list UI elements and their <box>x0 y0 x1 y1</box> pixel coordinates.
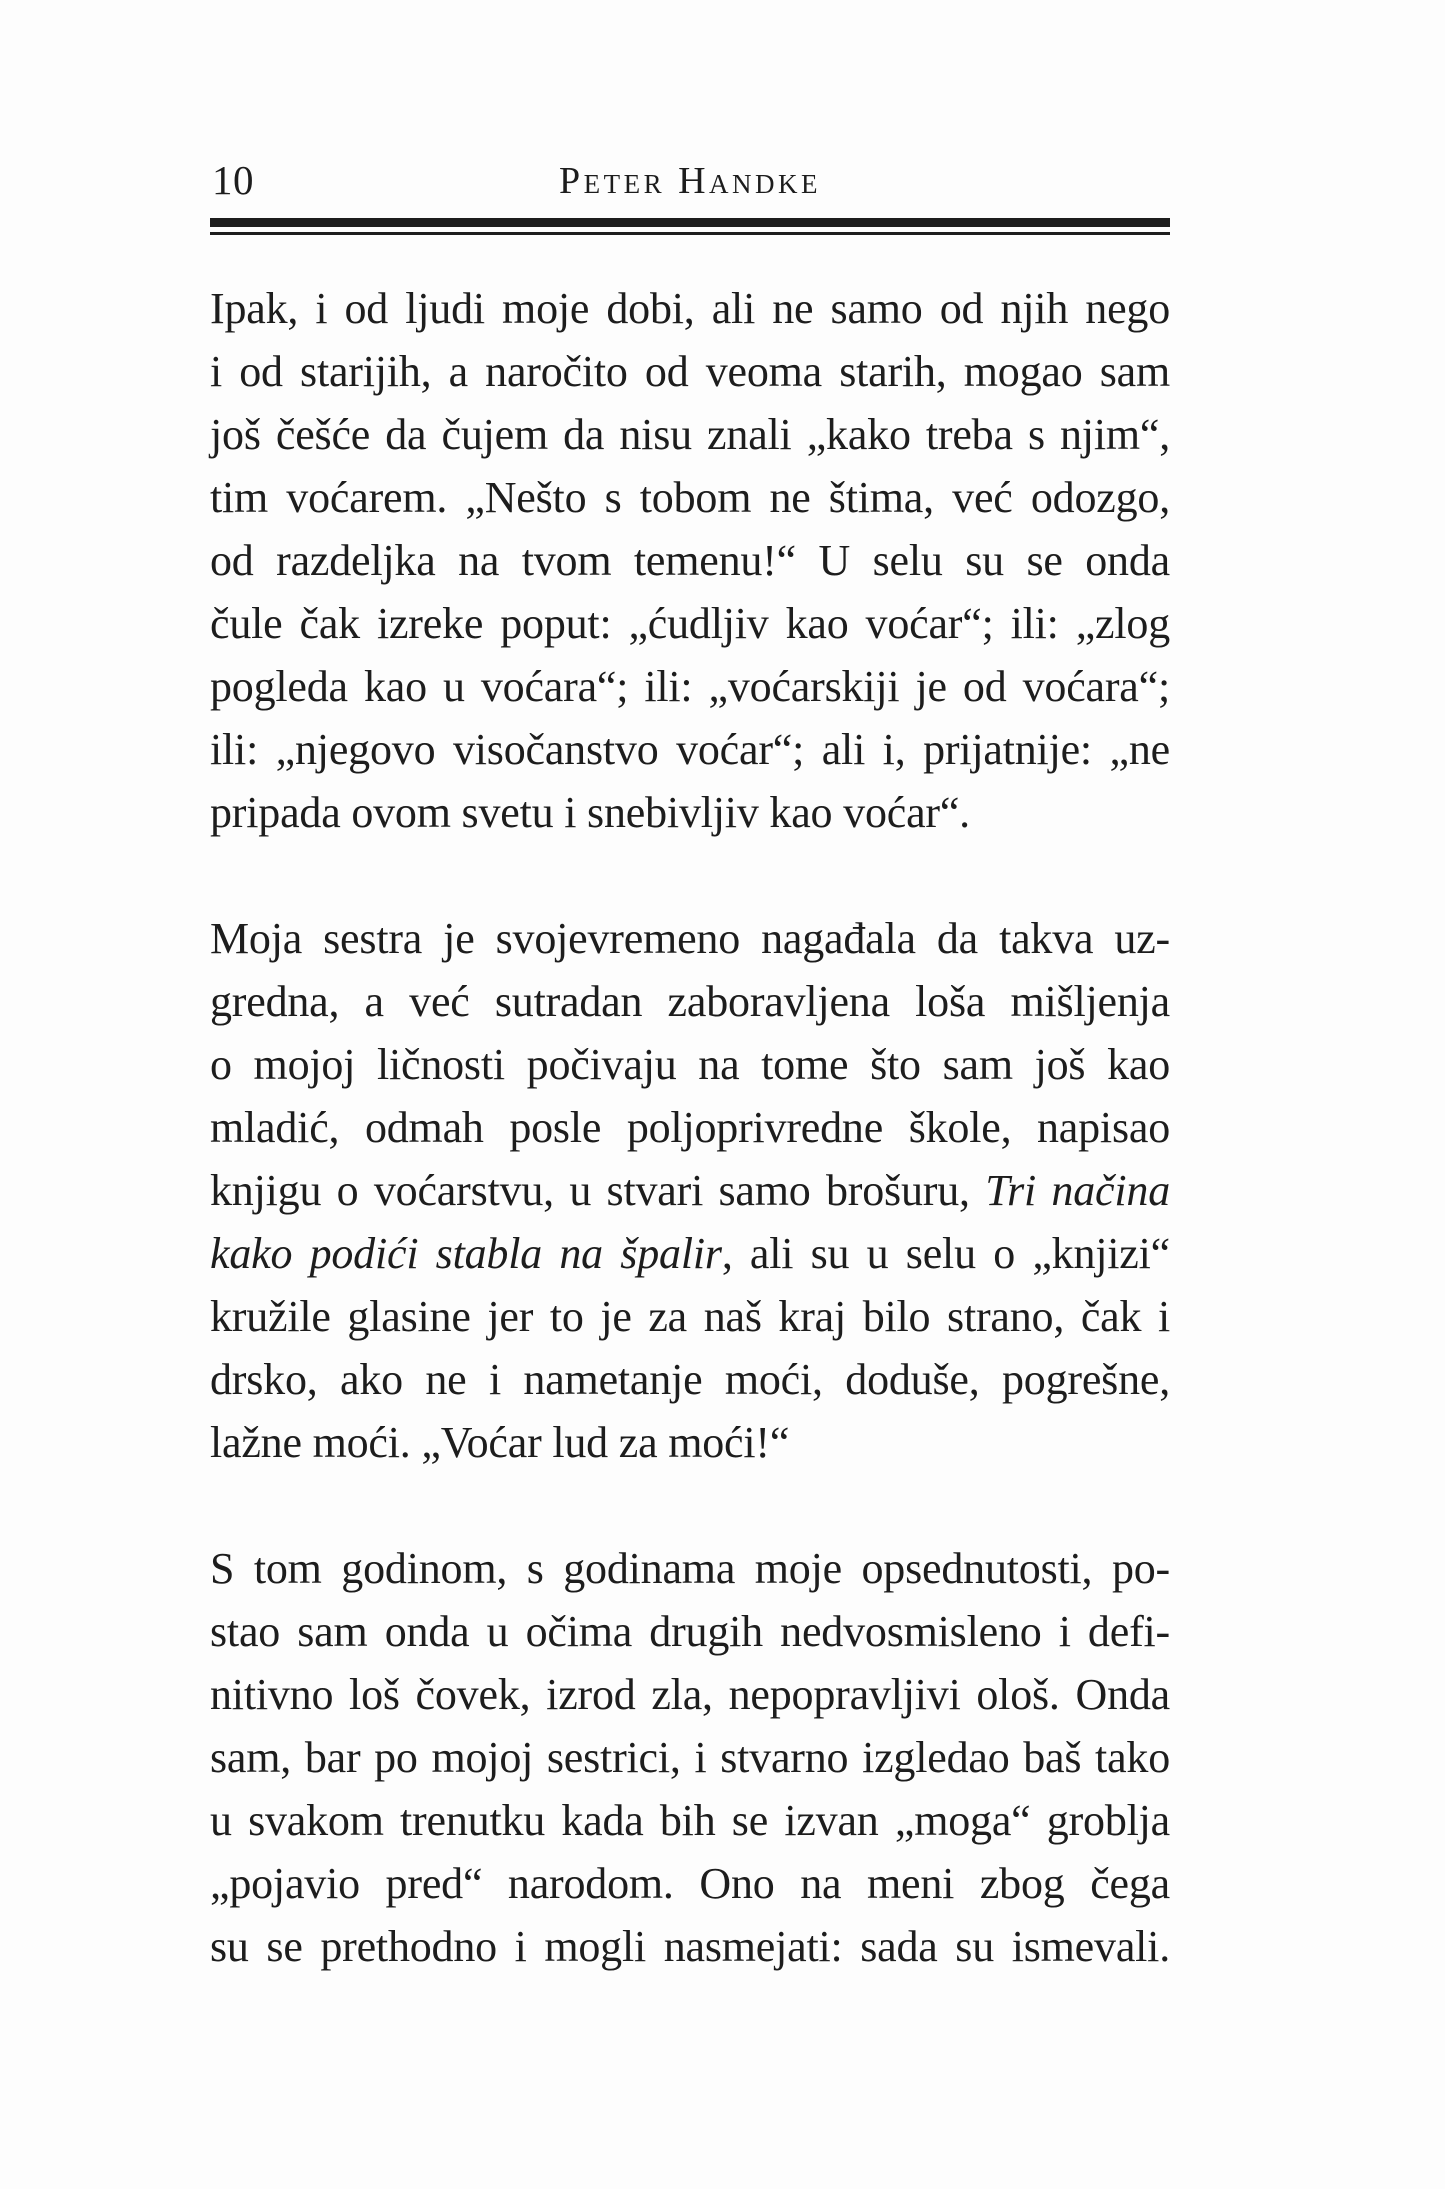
page-header <box>210 157 1170 203</box>
text-line <box>210 403 1170 466</box>
text-segment: ili: „njegovo visočanstvo voćar“; ali i, prijatnije: „ne <box>210 725 1170 774</box>
text-segment: „pojavio pred“ narodom. Ono na meni zbog čega <box>210 1859 1170 1908</box>
text-segment: su se prethodno i mogli nasmejati: sada su ismevali. <box>210 1922 1170 1971</box>
italic-text-segment: Tri načina <box>985 1166 1170 1215</box>
text-line <box>210 340 1170 403</box>
text-segment: od razdeljka na tvom temenu!“ U selu su se onda <box>210 536 1170 585</box>
page-number: 10 <box>212 157 254 203</box>
text-line <box>210 1096 1170 1159</box>
text-segment: o mojoj ličnosti počivaju na tome što sam još kao <box>210 1040 1170 1089</box>
text-line <box>210 907 1170 970</box>
text-line <box>210 1726 1170 1789</box>
text-line <box>210 1789 1170 1852</box>
text-segment: Ipak, i od ljudi moje dobi, ali ne samo od njih nego <box>210 284 1170 333</box>
text-segment: mladić, odmah posle poljoprivredne škole, napisao <box>210 1103 1170 1152</box>
text-segment: pripada ovom svetu i snebivljiv kao voćar“. <box>210 788 970 837</box>
text-segment: knjigu o voćarstvu, u stvari samo brošuru, <box>210 1166 986 1215</box>
text-segment: tim voćarem. „Nešto s tobom ne štima, već odozgo, <box>210 473 1170 522</box>
text-segment: kružile glasine jer to je za naš kraj bilo strano, čak i <box>210 1292 1170 1341</box>
text-line <box>210 1537 1170 1600</box>
text-line <box>210 1159 1170 1222</box>
text-segment: Moja sestra je svojevremeno nagađala da takva uz- <box>210 914 1170 963</box>
text-line <box>210 529 1170 592</box>
running-title: Peter Handke <box>558 160 822 202</box>
header-rule-thin <box>210 232 1170 235</box>
text-segment: nitivno loš čovek, izrod zla, nepopravljivi ološ. Onda <box>210 1670 1170 1719</box>
text-segment: stao sam onda u očima drugih nedvosmisleno i defi- <box>210 1607 1170 1656</box>
text-segment: drsko, ako ne i nametanje moći, doduše, pogrešne, <box>210 1355 1170 1404</box>
text-segment: , ali su u selu o „knjizi“ <box>721 1229 1170 1278</box>
text-segment: pogleda kao u voćara“; ili: „voćarskiji je od voćara“; <box>210 662 1170 711</box>
text-segment: sam, bar po mojoj sestrici, i stvarno izgledao baš tako <box>210 1733 1170 1782</box>
text-line <box>210 655 1170 718</box>
body-paragraph <box>210 1537 1170 1978</box>
header-rule-thick <box>210 218 1170 227</box>
text-segment: još češće da čujem da nisu znali „kako treba s njim“, <box>210 410 1170 459</box>
italic-text-segment: kako podići stabla na špalir <box>210 1229 722 1278</box>
text-segment: S tom godinom, s godinama moje opsednutosti, po- <box>210 1544 1170 1593</box>
text-line <box>210 1033 1170 1096</box>
text-line <box>210 781 1170 844</box>
text-segment: gredna, a već sutradan zaboravljena loša mišljenja <box>210 977 1170 1026</box>
text-line <box>210 466 1170 529</box>
text-line <box>210 277 1170 340</box>
text-line <box>210 1663 1170 1726</box>
text-segment: lažne moći. „Voćar lud za moći!“ <box>210 1418 790 1467</box>
text-line <box>210 1600 1170 1663</box>
text-segment: i od starijih, a naročito od veoma starih, mogao sam <box>210 347 1170 396</box>
body-paragraph <box>210 907 1170 1474</box>
text-line <box>210 1852 1170 1915</box>
text-line <box>210 1285 1170 1348</box>
text-line <box>210 970 1170 1033</box>
text-segment: čule čak izreke poput: „ćudljiv kao voćar“; ili: „zlog <box>210 599 1170 648</box>
body-text <box>210 277 1170 1978</box>
text-line <box>210 1222 1170 1285</box>
body-paragraph <box>210 277 1170 844</box>
text-line <box>210 1411 1170 1474</box>
text-segment: u svakom trenutku kada bih se izvan „moga“ groblja <box>210 1796 1170 1845</box>
text-line <box>210 1915 1170 1978</box>
text-line <box>210 592 1170 655</box>
text-line <box>210 1348 1170 1411</box>
text-line <box>210 718 1170 781</box>
